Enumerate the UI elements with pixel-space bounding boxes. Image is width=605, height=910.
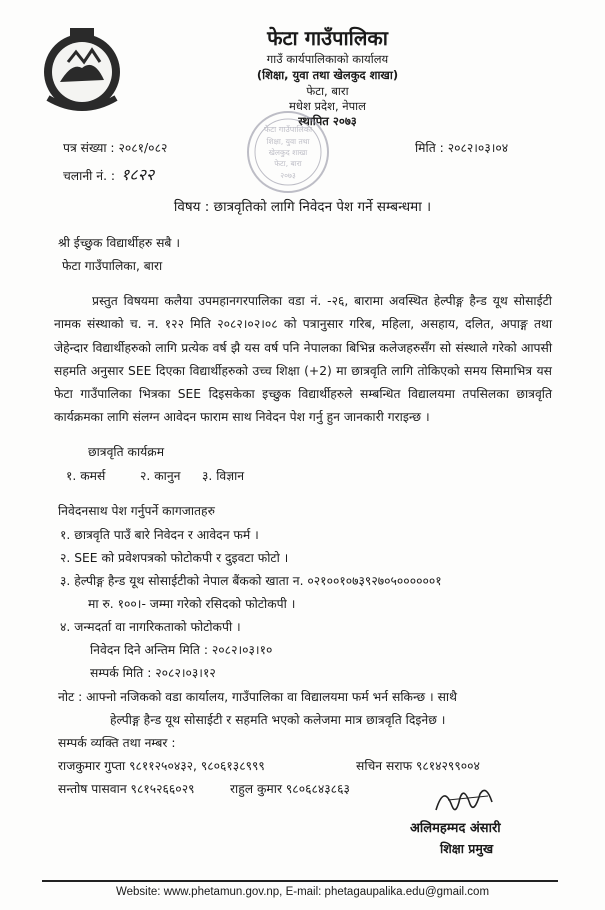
program-item-law: २. कानुन: [140, 469, 181, 483]
stamp-line-4: फेटा, बारा: [274, 159, 302, 168]
letter-number: पत्र संख्या : २०८१/०८२: [63, 141, 168, 155]
signatory-title: शिक्षा प्रमुख: [440, 841, 494, 856]
office-stamp: [236, 108, 340, 196]
application-deadline: निवेदन दिने अन्तिम मिति : २०८२।०३।१०: [90, 643, 273, 657]
document-item-1: १. छात्रवृति पाउँ बारे निवेदन र आवेदन फर्म ।: [60, 528, 259, 542]
programs-heading: छात्रवृति कार्यक्रम: [88, 445, 165, 459]
contact-person-3: सन्तोष पासवान ९८१५२६६०२९: [58, 782, 195, 796]
dispatch-number-label: चलानी नं. :: [63, 169, 116, 183]
contact-person-4: राहुल कुमार ९८०६८४३८६३: [230, 782, 350, 796]
document-item-4: ४. जन्मदर्ता वा नागरिकताको फोटोकपी ।: [60, 620, 241, 634]
stamp-line-3: खेलकुद शाखा: [268, 148, 308, 157]
municipality-title: फेटा गाउँपालिका: [267, 26, 388, 50]
stamp-line-1: फेटा गाउँपालिका: [263, 125, 313, 134]
office-name: गाउँ कार्यपालिकाको कार्यालय: [266, 52, 389, 66]
recipient-line-2: फेटा गाउँपालिका, बारा: [62, 259, 163, 273]
body-paragraph: प्रस्तुत विषयमा कलैया उपमहानगरपालिका वडा नं. -२६, बारामा अवस्थित हेल्पीङ्ग हैन्ड यूथ सोसाईटी नामक संस्थाको च. न. १२२ मिति २०८२।०२।०८ को पत्रानुसार गरिब, महिला, असहाय, दलित, अपाङ्ग तथा जेहेन्दार विद्यार्थीहरुको लागि प्रत्येक वर्ष झै यस वर्ष पनि नेपालका बिभिन्न कलेजहरुसँग सो संस्थाले गरेको आपसी सहमति अनुसार SEE दिएका विद्यार्थीहरुको उच्च शिक्षा (+2) मा छात्रवृति लागि तोकिएको समय सिमाभित्र यस फेटा गाउँपालिका भित्रका SEE दिइसकेका इच्छुक विद्यार्थीहरुले सम्बन्धित विद्यालयमा तपसिलका छात्रवृति कार्यक्रमका लागि संलग्न आवेदन फाराम साथ निवेदन पेश गर्नु हुन जानकारी गराइन्छ ।: [54, 294, 552, 425]
contact-date: सम्पर्क मिति : २०८२।०३।१२: [90, 666, 216, 680]
note-line-1: नोट : आफ्नो नजिकको वडा कार्यालय, गाउँपालिका वा विद्यालयमा फर्म भर्न सकिन्छ । साथै: [58, 690, 457, 704]
footer-contact: Website: www.phetamun.gov.np, E-mail: phetagaupalika.edu@gmail.com: [115, 886, 490, 898]
contact-person-1: राजकुमार गुप्ता ९८११२५०४३२, ९८०६१३८९९९: [58, 759, 265, 773]
document-item-3-continued: मा रु. १००।- जम्मा गरेको रसिदको फोटोकपी ।: [88, 597, 296, 611]
program-item-commerce: १. कमर्स: [66, 469, 106, 483]
contacts-heading: सम्पर्क व्यक्ति तथा नम्बर :: [58, 736, 176, 750]
program-item-science: ३. विज्ञान: [202, 469, 245, 483]
dispatch-number-value: १८२२: [120, 165, 155, 184]
office-place: फेटा, बारा: [306, 84, 349, 98]
contact-person-2: सचिन सराफ ९८१४२९९००४: [356, 759, 480, 773]
letter-date: मिति : २०८२।०३।०४: [415, 141, 509, 155]
branch-name: (शिक्षा, युवा तथा खेलकुद शाखा): [256, 68, 399, 82]
established-year: स्थापित २०७३: [298, 114, 357, 128]
stamp-line-5: २०७३: [280, 171, 296, 180]
document-item-2: २. SEE को प्रवेशपत्रको फोटोकपी र दुइवटा फोटो ।: [60, 551, 289, 565]
handwritten-signature: [430, 780, 500, 820]
signatory-name: अलिमहम्मद अंसारी: [410, 821, 501, 836]
note-line-2: हेल्पीङ्ग हैन्ड यूथ सोसाईटी र सहमति भएको कलेजमा मात्र छात्रवृति दिइनेछ ।: [110, 713, 446, 727]
footer-divider: [42, 880, 558, 882]
office-province: मधेश प्रदेश, नेपाल: [289, 99, 366, 113]
recipient-line-1: श्री ईच्छुक विद्यार्थीहरु सबै ।: [58, 236, 181, 250]
letter-subject: विषय : छात्रवृतिको लागि निवेदन पेश गर्ने सम्बन्धमा ।: [173, 199, 432, 215]
documents-heading: निवेदनसाथ पेश गर्नुपर्ने कागजातहरु: [58, 504, 215, 518]
document-item-3: ३. हेल्पीङ्ग हैन्ड यूथ सोसाईटीको नेपाल बैंकको खाता न. ०२१००१०७३९२७०५००००००१: [60, 574, 442, 588]
stamp-line-2: शिक्षा, युवा तथा: [266, 137, 310, 146]
